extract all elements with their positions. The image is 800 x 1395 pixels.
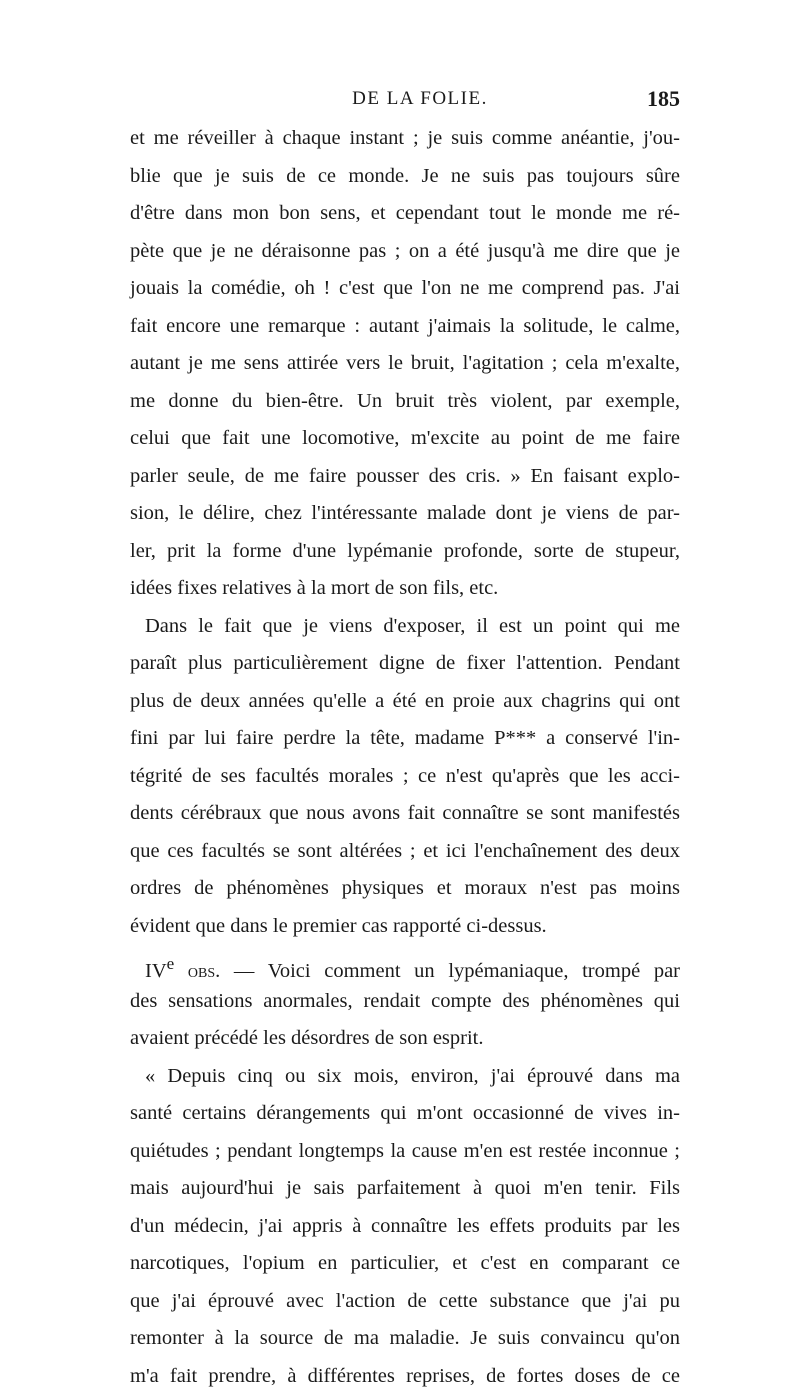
- page-number: 185: [647, 86, 680, 112]
- paragraph-end-line: idées fixes relatives à la mort de son fils, etc.: [130, 570, 680, 608]
- paragraph-end-line: évident que dans le premier cas rapporté ci-dessus.: [130, 908, 680, 946]
- text-line: me donne du bien-être. Un bruit très violent, par exemple,: [130, 383, 680, 421]
- running-head: [130, 88, 680, 118]
- text-line: ordres de phénomènes physiques et moraux n'est pas moins: [130, 870, 680, 908]
- text-line: des sensations anormales, rendait compte des phénomènes qui: [130, 983, 680, 1021]
- text-line: narcotiques, l'opium en particulier, et c'est en comparant ce: [130, 1245, 680, 1283]
- body-text: [130, 120, 680, 1395]
- text-line: ler, prit la forme d'une lypémanie profonde, sorte de stupeur,: [130, 533, 680, 571]
- text-line: fini par lui faire perdre la tête, madame P*** a conservé l'in-: [130, 720, 680, 758]
- text-line: blie que je suis de ce monde. Je ne suis pas toujours sûre: [130, 158, 680, 196]
- text-line: Dans le fait que je viens d'exposer, il est un point qui me: [130, 608, 680, 646]
- text-line: remonter à la source de ma maladie. Je suis convaincu qu'on: [130, 1320, 680, 1358]
- text-line: que ces facultés se sont altérées ; et ici l'enchaînement des deux: [130, 833, 680, 871]
- observation-numeral-suffix: e: [167, 954, 175, 973]
- text-line: et me réveiller à chaque instant ; je suis comme anéantie, j'ou-: [130, 120, 680, 158]
- text-line: d'être dans mon bon sens, et cependant tout le monde me ré-: [130, 195, 680, 233]
- text-line: parler seule, de me faire pousser des cris. » En faisant explo-: [130, 458, 680, 496]
- text-line: « Depuis cinq ou six mois, environ, j'ai éprouvé dans ma: [130, 1058, 680, 1096]
- text-line: m'a fait prendre, à différentes reprises, de fortes doses de ce: [130, 1358, 680, 1395]
- text-line: mais aujourd'hui je sais parfaitement à quoi m'en tenir. Fils: [130, 1170, 680, 1208]
- observation-text: — Voici comment un lypémaniaque, trompé par: [234, 960, 680, 982]
- text-line: jouais la comédie, oh ! c'est que l'on ne me comprend pas. J'ai: [130, 270, 680, 308]
- text-line: tégrité de ses facultés morales ; ce n'est qu'après que les acci-: [130, 758, 680, 796]
- observation-abbrev: obs.: [188, 960, 220, 982]
- paragraph-end-line: avaient précédé les désordres de son esprit.: [130, 1020, 680, 1058]
- text-line: fait encore une remarque : autant j'aimais la solitude, le calme,: [130, 308, 680, 346]
- text-line: celui que fait une locomotive, m'excite au point de me faire: [130, 420, 680, 458]
- running-title: DE LA FOLIE.: [130, 88, 680, 110]
- text-line: sion, le délire, chez l'intéressante malade dont je viens de par-: [130, 495, 680, 533]
- text-line: pète que je ne déraisonne pas ; on a été jusqu'à me dire que je: [130, 233, 680, 271]
- observation-label: [145, 960, 220, 982]
- text-line: dents cérébraux que nous avons fait connaître se sont manifestés: [130, 795, 680, 833]
- text-line: quiétudes ; pendant longtemps la cause m'en est restée inconnue ;: [130, 1133, 680, 1171]
- text-line: plus de deux années qu'elle a été en proie aux chagrins qui ont: [130, 683, 680, 721]
- text-line: santé certains dérangements qui m'ont occasionné de vives in-: [130, 1095, 680, 1133]
- observation-numeral: IV: [145, 960, 167, 982]
- text-line: paraît plus particulièrement digne de fixer l'attention. Pendant: [130, 645, 680, 683]
- text-line: autant je me sens attirée vers le bruit, l'agitation ; cela m'exalte,: [130, 345, 680, 383]
- observation-heading-line: [130, 945, 680, 983]
- text-line: d'un médecin, j'ai appris à connaître les effets produits par les: [130, 1208, 680, 1246]
- text-line: que j'ai éprouvé avec l'action de cette substance que j'ai pu: [130, 1283, 680, 1321]
